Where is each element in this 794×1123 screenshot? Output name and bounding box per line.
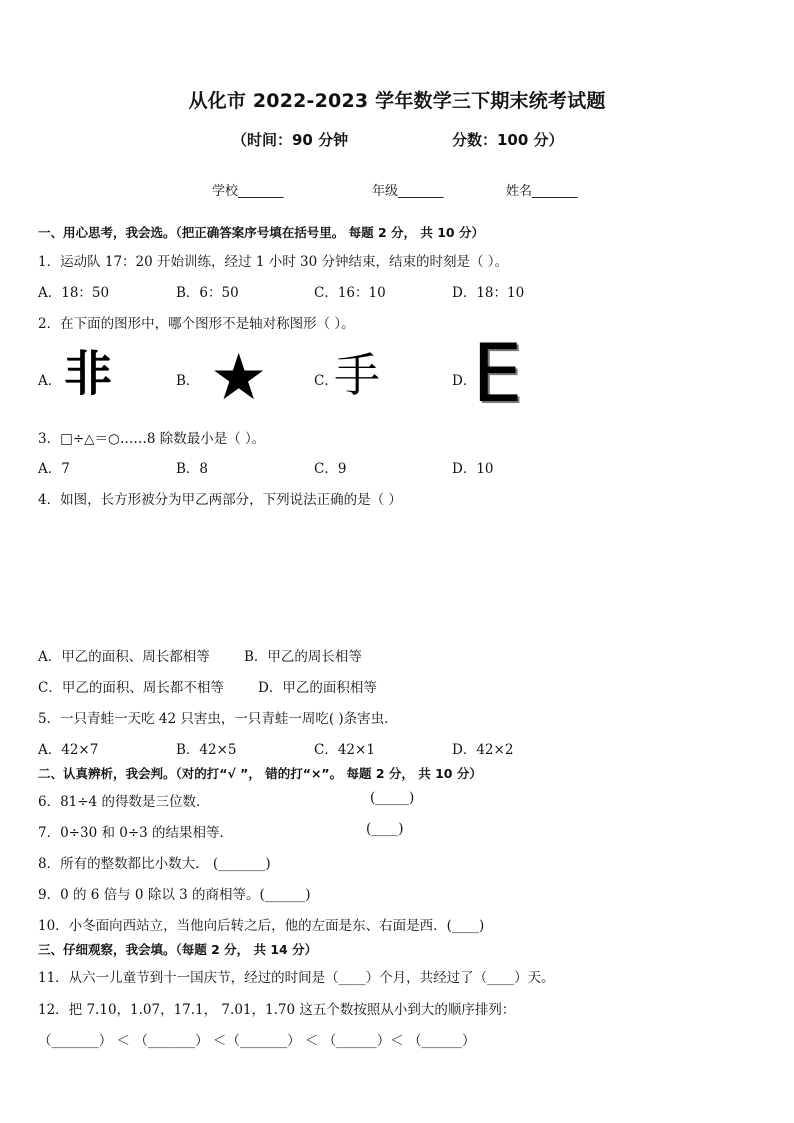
question-4: 4．如图，长方形被分为甲乙两部分，下列说法正确的是（ ） xyxy=(38,492,402,508)
q5-option-a[interactable]: A．42×7 xyxy=(38,742,99,758)
question-8: 8．所有的整数都比小数大． (_______) xyxy=(38,856,271,872)
q1-option-b[interactable]: B．6：50 xyxy=(176,285,239,301)
q3-option-c[interactable]: C．9 xyxy=(314,461,347,477)
section-1-heading: 一、用心思考，我会选。（把正确答案序号填在括号里。 每题 2 分， 共 10 分） xyxy=(38,225,484,240)
name-field[interactable]: 姓名_______ xyxy=(506,184,578,199)
q1-option-a[interactable]: A．18：50 xyxy=(38,285,110,301)
exam-score: 分数：100 分） xyxy=(452,131,564,149)
q4-option-b[interactable]: B．甲乙的周长相等 xyxy=(244,649,362,665)
exam-time: （时间：90 分钟 xyxy=(232,131,349,149)
section-2-heading: 二、认真辨析，我会判。（对的打“√ ”， 错的打“×”。 每题 2 分， 共 10 分） xyxy=(38,766,482,781)
q7-answer-blank[interactable]: (____) xyxy=(366,821,404,837)
star-figure: ★ xyxy=(210,341,268,415)
question-10: 10．小冬面向西站立，当他向后转之后，他的左面是东、右面是西．(____) xyxy=(38,918,485,934)
q2-option-d[interactable]: D． xyxy=(452,373,477,389)
question-3: 3．□÷△＝○……8 除数最小是（ ）。 xyxy=(38,431,266,447)
question-7: 7．0÷30 和 0÷3 的结果相等． xyxy=(38,825,234,841)
q2-option-b[interactable]: B． xyxy=(176,373,200,389)
question-2: 2．在下面的图形中，哪个图形不是轴对称图形（ ）。 xyxy=(38,316,355,332)
question-12: 12．把 7.10，1.07，17.1， 7.01，1.70 这五个数按照从小到大的顺序排列： xyxy=(38,1002,516,1018)
q4-option-a[interactable]: A．甲乙的面积、周长都相等 xyxy=(38,649,210,665)
letter-e-figure: E xyxy=(472,327,523,420)
q1-option-d[interactable]: D．18：10 xyxy=(452,285,525,301)
question-11: 11．从六一儿童节到十一国庆节，经过的时间是（____）个月，共经过了（____）天。 xyxy=(38,970,555,986)
q6-answer-blank[interactable]: (_____) xyxy=(370,790,415,806)
q3-option-d[interactable]: D．10 xyxy=(452,461,494,477)
fei-character-figure: 非 xyxy=(64,346,113,402)
q4-option-d[interactable]: D．甲乙的面积相等 xyxy=(258,680,377,696)
grade-field[interactable]: 年级_______ xyxy=(372,184,444,199)
school-field[interactable]: 学校_______ xyxy=(212,184,284,199)
question-5: 5．一只青蛙一天吃 42 只害虫，一只青蛙一周吃( )条害虫． xyxy=(38,711,398,727)
question-6: 6．81÷4 的得数是三位数． xyxy=(38,794,210,810)
q1-option-c[interactable]: C．16：10 xyxy=(314,285,386,301)
section-3-heading: 三、仔细观察，我会填。（每题 2 分， 共 14 分） xyxy=(38,942,318,957)
q12-answer-line[interactable]: （_______） ＜ （_______） ＜（_______） ＜ （______）＜ （______） xyxy=(38,1033,476,1049)
q5-option-c[interactable]: C．42×1 xyxy=(314,742,375,758)
question-1: 1．运动队 17：20 开始训练，经过 1 小时 30 分钟结束，结束的时刻是（ ）。 xyxy=(38,254,509,270)
q4-option-c[interactable]: C．甲乙的面积、周长都不相等 xyxy=(38,680,224,696)
shou-character-figure: 手 xyxy=(334,348,380,402)
q5-option-d[interactable]: D．42×2 xyxy=(452,742,514,758)
q3-option-a[interactable]: A．7 xyxy=(38,461,70,477)
q2-option-c[interactable]: C． xyxy=(314,373,338,389)
question-9: 9．0 的 6 倍与 0 除以 3 的商相等。(______) xyxy=(38,887,311,903)
q5-option-b[interactable]: B．42×5 xyxy=(176,742,237,758)
page-title: 从化市 2022-2023 学年数学三下期末统考试题 xyxy=(188,90,606,112)
q3-option-b[interactable]: B．8 xyxy=(176,461,209,477)
q2-option-a[interactable]: A． xyxy=(38,373,62,389)
